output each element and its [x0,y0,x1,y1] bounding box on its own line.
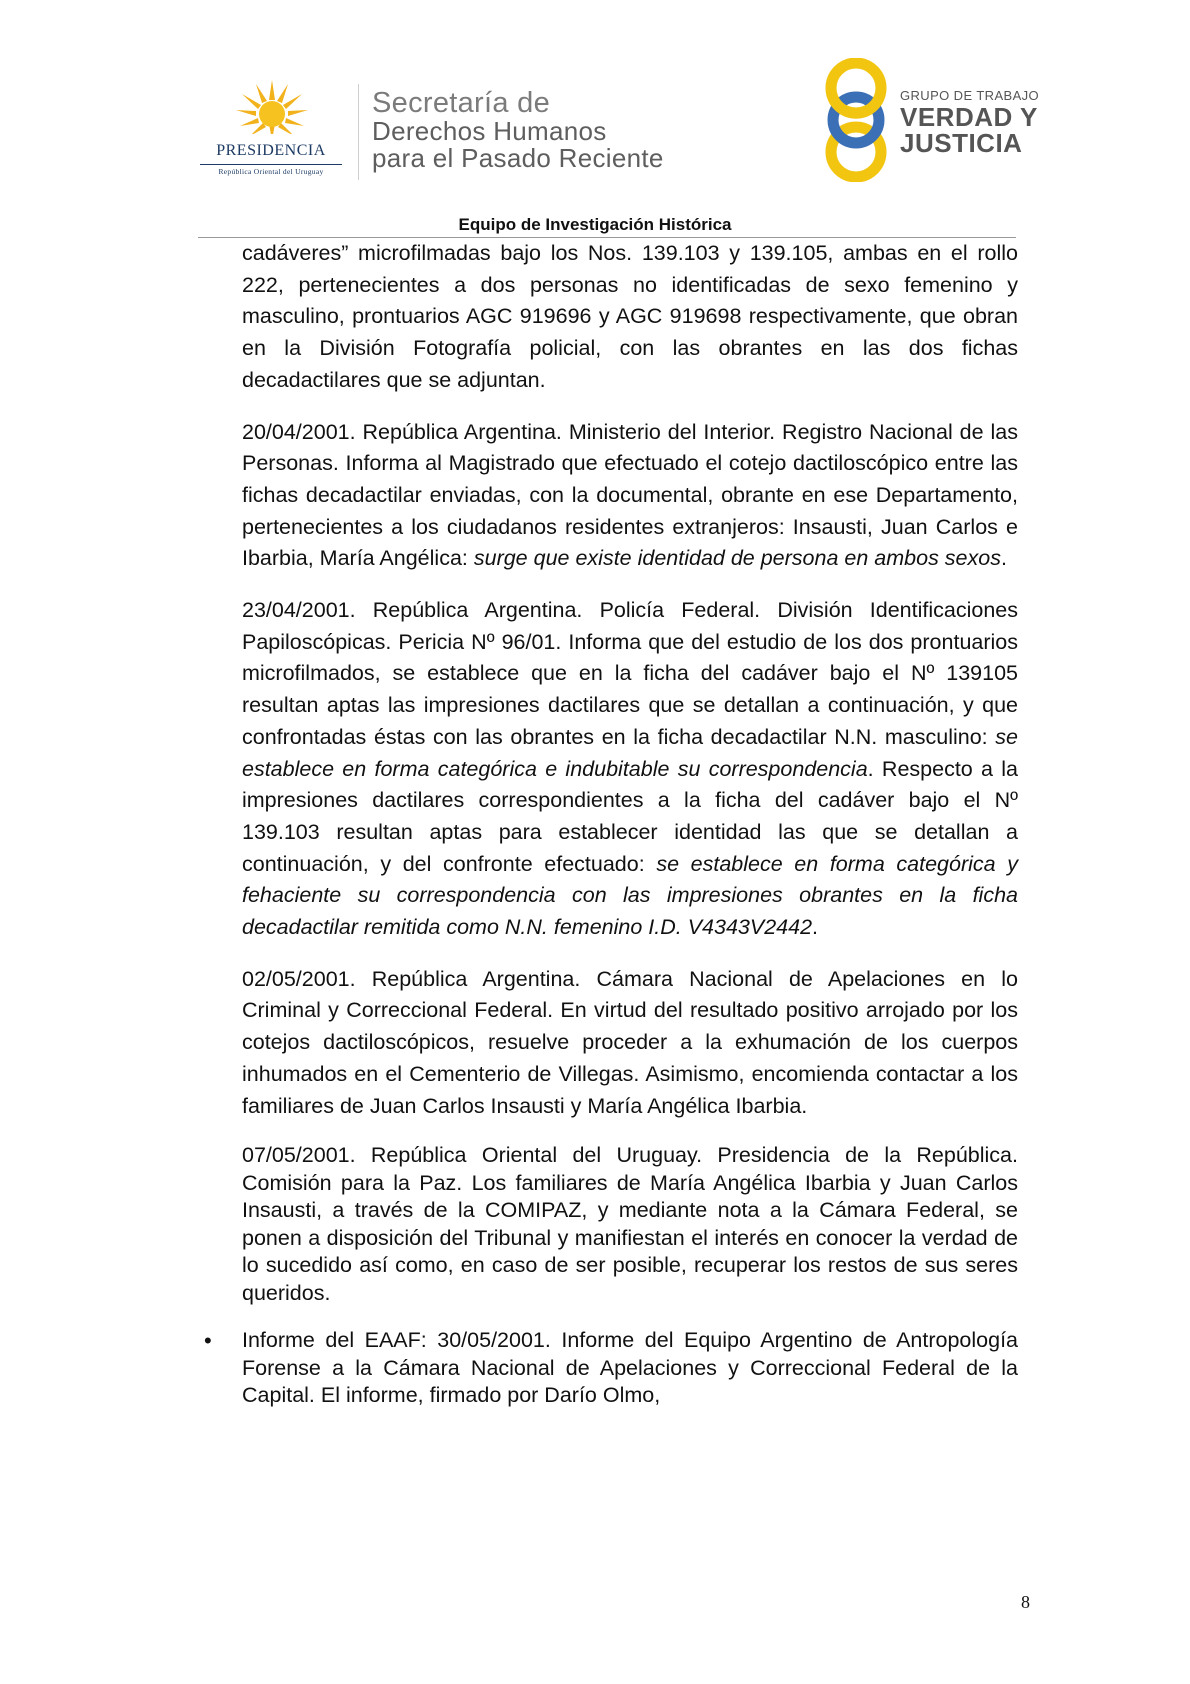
paragraph-3-italic2: se establece en forma categórica y fehaciente su correspondencia con las impresiones obrantes en la ficha decadactilar remitida como N.N. femenino I.D. V4343V2442 [242,851,1018,940]
page-header [0,0,1190,240]
chain-rings-icon [820,58,892,182]
secretaria-line3: para el Pasado Reciente [372,143,664,173]
paragraph-2 [242,417,1018,576]
logo-divider [358,84,359,180]
paragraph-1: cadáveres” microfilmadas bajo los Nos. 139.103 y 139.105, ambas en el rollo 222, pertenecientes a dos personas no identificadas de sexo femenino y masculino, prontuarios AGC 919696 y AGC 919698 respectivamente, que obran en la División Fotografía policial, con las obrantes en las dos fichas decadactilares que se adjuntan. [242,241,1018,392]
secretaria-logo [372,88,702,172]
paragraph-5: 07/05/2001. República Oriental del Uruguay. Presidencia de la República. Comisión para la Paz. Los familiares de María Angélica Ibarbia y Juan Carlos Insausti, a través de la COMIPAZ, y mediante nota a la Cámara Federal, se ponen a disposición del Tribunal y manifiestan el interés en conocer la verdad de lo sucedido así como, en caso de ser posible, recuperar los restos de sus seres queridos. [242,1143,1018,1305]
gtvj-line2: VERDAD Y [900,102,1038,132]
header-title: Equipo de Investigación Histórica [458,215,732,234]
presidencia-subtitle: República Oriental del Uruguay [218,167,324,176]
presidencia-rule [200,164,342,165]
page-number: 8 [1021,1592,1030,1612]
gtvj-line3: JUSTICIA [900,128,1023,158]
presidencia-logo [196,78,346,178]
paragraph-2-text: 20/04/2001. República Argentina. Ministerio del Interior. Registro Nacional de las Personas. Informa al Magistrado que efectuado el cotejo dactiloscópico entre las fichas decadactilar enviadas, con la documental, obrante en ese Departamento, pertenecientes a los ciudadanos residentes extranjeros: Insausti, Juan Carlos e Ibarbia, María Angélica: [242,419,1018,571]
paragraph-3-end: . [812,915,819,940]
document-body [204,238,1018,1430]
bullet-text: Informe del EAAF: 30/05/2001. Informe del Equipo Argentino de Antropología Forense a la Cámara Nacional de Apelaciones y Correccional Federal de la Capital. El informe, firmado por Darío Olmo, [242,1328,1018,1408]
presidencia-name: PRESIDENCIA [216,142,326,159]
paragraph-3-text1: 23/04/2001. República Argentina. Policía Federal. División Identificaciones Papiloscópicas. Pericia Nº 96/01. Informa que del estudio de los dos prontuarios microfilmados, se establece que en la ficha del cadáver bajo el Nº 139105 resultan aptas las impresiones dactilares que se detallan a continuación, y que confrontadas éstas con las obrantes en la ficha decadactilar N.N. masculino: [242,598,1018,749]
bullet-item [204,1327,1018,1410]
paragraph-3-italic1: se establece en forma categórica e indubitable su correspondencia [242,724,1018,781]
secretaria-line1: Secretaría de [372,87,550,119]
gtvj-line1: GRUPO DE TRABAJO [900,88,1040,103]
bullet-marker: • [204,1328,212,1354]
paragraph-2-end: . [1000,546,1007,571]
paragraph-4: 02/05/2001. República Argentina. Cámara Nacional de Apelaciones en lo Criminal y Correccional Federal. En virtud del resultado positivo arrojado por los cotejos dactiloscópicos, resuelve proceder a la exhumación de los cuerpos inhumados en el Cementerio de Villegas. Asimismo, encomienda contactar a los familiares de Juan Carlos Insausti y María Angélica Ibarbia. [242,966,1018,1118]
paragraph-2-italic: surge que existe identidad de persona en ambos sexos [473,546,1001,571]
paragraph-3 [242,595,1018,944]
paragraph-3-text2: . Respecto a la impresiones dactilares correspondientes a la ficha del cadáver bajo el Nº 139.103 resultan aptas para establecer identidad las que se detallan a continuación, y del confronte efectuado: [242,756,1018,876]
sun-emblem-icon [234,78,310,140]
secretaria-line2: Derechos Humanos [372,116,607,146]
verdad-justicia-logo [820,58,1040,182]
